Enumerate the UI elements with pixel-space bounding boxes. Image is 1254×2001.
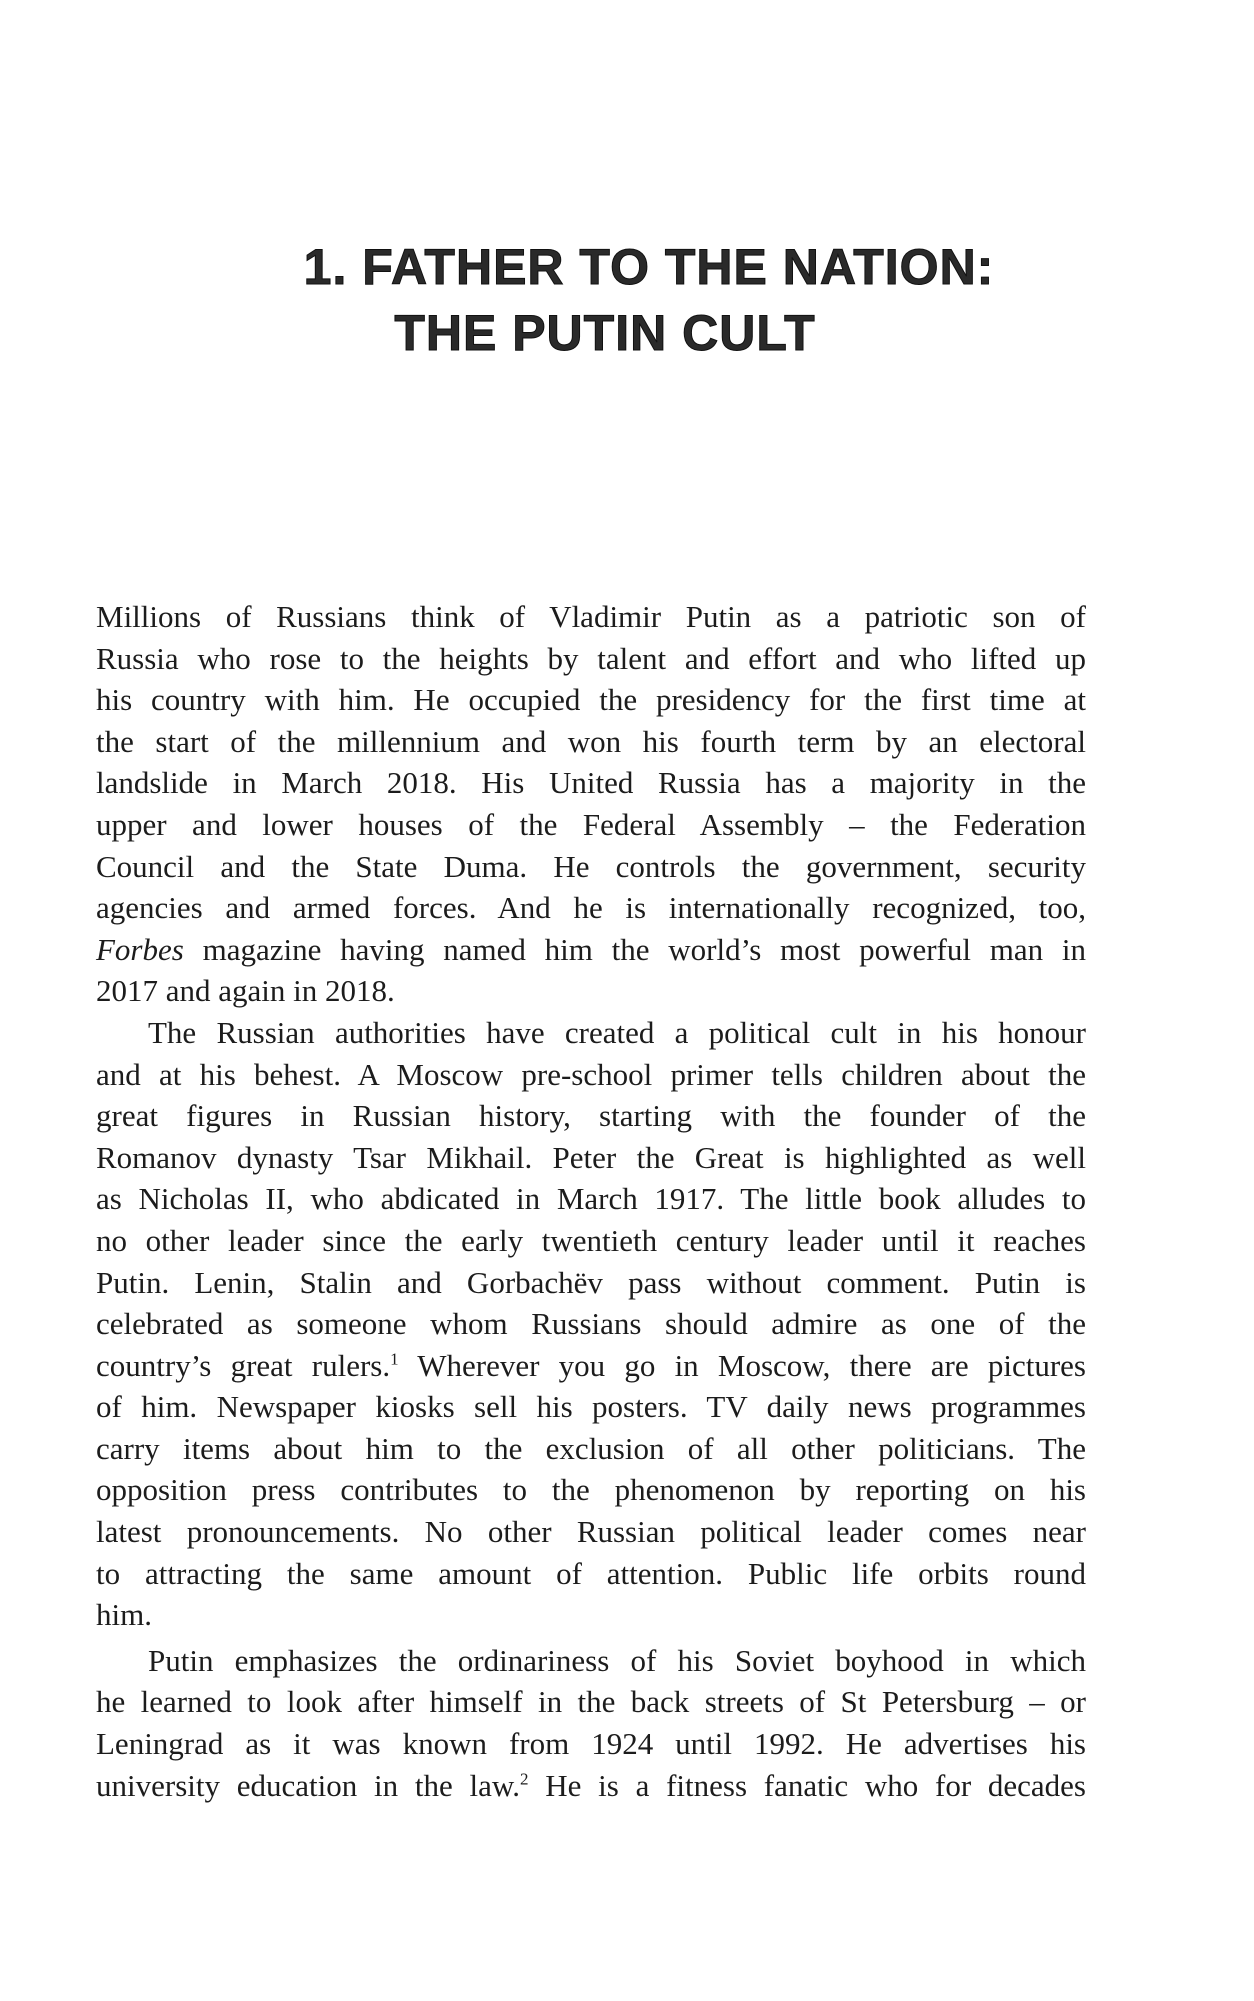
text-line: The Russian authorities have created a political cult in his honour	[148, 1014, 1086, 1050]
text-line: Putin. Lenin, Stalin and Gorbachëv pass without comment. Putin is	[96, 1264, 1086, 1300]
text-line: the start of the millennium and won his fourth term by an electoral	[96, 723, 1086, 759]
footnote-marker-2[interactable]: 2	[519, 1769, 529, 1789]
body-text	[96, 596, 1086, 1806]
text-line: celebrated as someone whom Russians should admire as one of the	[96, 1306, 1086, 1342]
text-line	[96, 1765, 1086, 1807]
text-fragment: country’s great rulers.	[96, 1347, 391, 1383]
text-line	[96, 929, 1086, 971]
chapter-heading-line1: 1. FATHER TO THE NATION:	[303, 239, 995, 295]
text-line: upper and lower houses of the Federal Assembly – the Federation	[96, 806, 1086, 842]
paragraph-1	[96, 596, 1086, 1012]
text-line: no other leader since the early twentieth century leader until it reaches	[96, 1222, 1086, 1258]
text-line: him.	[96, 1597, 152, 1633]
text-line: Romanov dynasty Tsar Mikhail. Peter the Great is highlighted as well	[96, 1139, 1086, 1175]
text-line: Council and the State Duma. He controls the government, security	[96, 848, 1086, 884]
text-line: Millions of Russians think of Vladimir Putin as a patriotic son of	[96, 599, 1086, 634]
text-fragment: university education in the law.	[96, 1767, 520, 1803]
text-line: of him. Newspaper kiosks sell his posters. TV daily news programmes	[96, 1389, 1086, 1425]
italic-title: Forbes	[96, 931, 184, 967]
footnote-marker-1[interactable]: 1	[390, 1349, 399, 1369]
text-line: agencies and armed forces. And he is internationally recognized, too,	[96, 890, 1086, 926]
text-line: 2017 and again in 2018.	[96, 973, 395, 1009]
text-line: Russia who rose to the heights by talent and effort and who lifted up	[96, 640, 1086, 676]
paragraph-3	[96, 1640, 1086, 1806]
text-line: his country with him. He occupied the presidency for the first time at	[96, 682, 1086, 718]
text-line: Putin emphasizes the ordinariness of his Soviet boyhood in which	[148, 1642, 1086, 1678]
text-line: landslide in March 2018. His United Russia has a majority in the	[96, 765, 1086, 801]
text-fragment: He is a fitness fanatic who for decades	[545, 1767, 1086, 1803]
text-line: carry items about him to the exclusion of all other politicians. The	[96, 1430, 1086, 1466]
text-line: and at his behest. A Moscow pre-school primer tells children about the	[96, 1056, 1086, 1092]
text-line: great figures in Russian history, starting with the founder of the	[96, 1098, 1086, 1134]
chapter-heading-line2: THE PUTIN CULT	[394, 305, 816, 361]
text-line: latest pronouncements. No other Russian political leader comes near	[96, 1514, 1086, 1550]
text-line: he learned to look after himself in the back streets of St Petersburg – or	[96, 1684, 1086, 1720]
text-fragment: Wherever you go in Moscow, there are pictures	[417, 1347, 1086, 1383]
text-line: as Nicholas II, who abdicated in March 1917. The little book alludes to	[96, 1181, 1086, 1217]
text-line: to attracting the same amount of attention. Public life orbits round	[96, 1555, 1086, 1591]
text-fragment: magazine having named him the world’s most powerful man in	[202, 931, 1087, 967]
text-line: opposition press contributes to the phenomenon by reporting on his	[96, 1472, 1086, 1508]
paragraph-2	[96, 1012, 1086, 1636]
text-line: Leningrad as it was known from 1924 until 1992. He advertises his	[96, 1726, 1086, 1762]
text-line	[96, 1345, 1086, 1387]
